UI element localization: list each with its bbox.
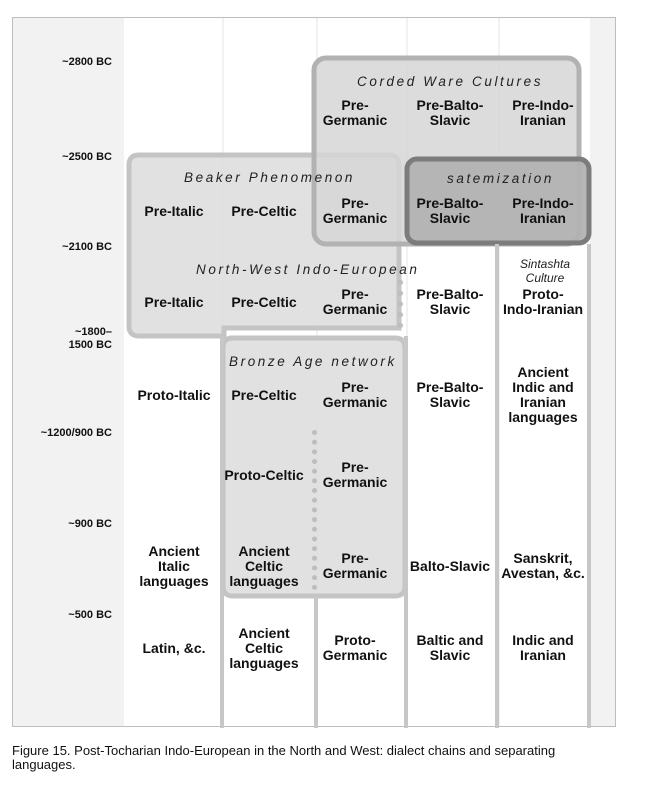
- language-cell: Ancient Celtic languages: [229, 542, 299, 589]
- language-cell: Pre-Italic: [144, 202, 204, 219]
- language-cell: Pre- Germanic: [322, 379, 388, 410]
- language-cell: Pre- Germanic: [322, 459, 388, 490]
- date-label: ~900 BC: [68, 518, 112, 530]
- region-label-corded-ware: Corded Ware Cultures: [357, 74, 544, 89]
- region-label-nw-ie: North-West Indo-European: [196, 262, 420, 277]
- region-label-beaker: Beaker Phenomenon: [184, 170, 356, 185]
- language-cell: Pre-Celtic: [231, 202, 297, 219]
- language-cell: Latin, &c.: [142, 639, 206, 656]
- language-cell: Pre-Balto- Slavic: [416, 195, 484, 226]
- date-label: ~2500 BC: [62, 151, 112, 163]
- language-cell: Pre-Balto- Slavic: [416, 379, 484, 410]
- language-cell: Proto- Indo-Iranian: [502, 286, 584, 317]
- language-cell: Sanskrit, Avestan, &c.: [501, 550, 585, 581]
- language-cell: Pre- Germanic: [322, 97, 388, 128]
- language-cell: Proto- Germanic: [322, 632, 388, 663]
- language-cell: Pre- Germanic: [322, 195, 388, 226]
- language-cell: Ancient Italic languages: [139, 542, 209, 589]
- language-cell: Pre-Indo- Iranian: [512, 97, 574, 128]
- language-cell: Proto-Italic: [137, 386, 211, 403]
- language-cell: Ancient Celtic languages: [229, 624, 299, 671]
- language-cell: Pre-Balto- Slavic: [416, 97, 484, 128]
- date-label: ~500 BC: [68, 609, 112, 621]
- language-cell: Pre-Balto- Slavic: [416, 286, 484, 317]
- date-label: ~2100 BC: [62, 241, 112, 253]
- region-label-bronze-age: Bronze Age network: [229, 354, 397, 369]
- figure-caption: Figure 15. Post-Tocharian Indo-European in the North and West: dialect chains and separating languages.: [12, 743, 556, 772]
- language-cell: Ancient Indic and Iranian languages: [508, 364, 578, 425]
- date-label: ~2800 BC: [62, 56, 112, 68]
- language-cell: Proto-Celtic: [224, 466, 304, 483]
- date-label: ~1800– 1500 BC: [68, 326, 112, 351]
- language-cell: Pre- Germanic: [322, 550, 388, 581]
- language-cell: Pre-Italic: [144, 293, 204, 310]
- region-label-sintashta: Sintashta Culture: [519, 257, 571, 285]
- language-cell: Pre-Indo- Iranian: [512, 195, 574, 226]
- date-label: ~1200/900 BC: [40, 427, 112, 439]
- language-cell: Pre- Germanic: [322, 286, 388, 317]
- language-cell: Pre-Celtic: [231, 293, 297, 310]
- language-cell: Pre-Celtic: [231, 386, 297, 403]
- language-cell: Indic and Iranian: [512, 632, 574, 663]
- language-cell: Balto-Slavic: [409, 557, 491, 574]
- language-cell: Baltic and Slavic: [416, 632, 484, 663]
- region-label-satemization: satemization: [447, 171, 554, 186]
